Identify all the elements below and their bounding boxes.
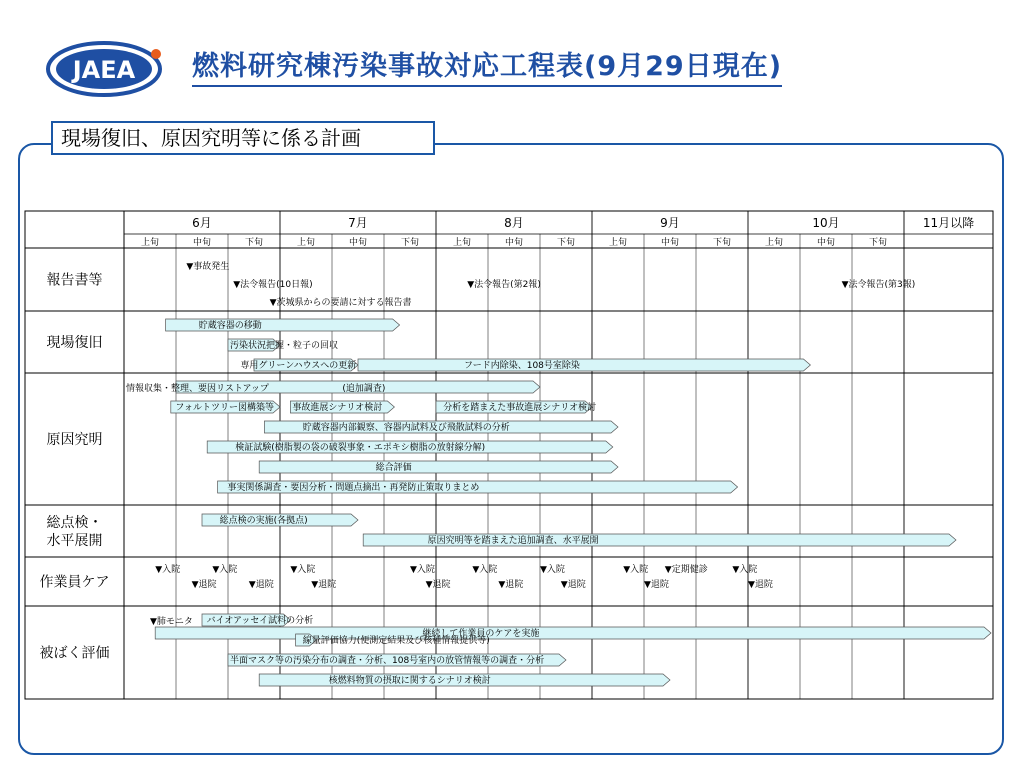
period-label: 上旬 (296, 238, 316, 248)
category-label: 水平展開 (46, 533, 103, 549)
milestone-label: ▼定期健診 (664, 565, 708, 575)
milestone-label: 情報収集・整理、要因リストアップ (126, 384, 269, 394)
milestone-label: ▼入院 (732, 565, 758, 575)
bar-label: 原因究明等を踏まえた追加調査、水平展開 (427, 536, 599, 546)
milestone-label: ▼退院 (191, 580, 217, 590)
milestone-label: ▼退院 (425, 580, 451, 590)
milestone-label: ▼入院 (212, 565, 238, 575)
month-label: 11月以降 (922, 216, 975, 230)
period-label: 下旬 (556, 238, 576, 248)
milestone-label: ▼入院 (472, 565, 498, 575)
milestone-label: ▼退院 (748, 580, 773, 590)
milestone-label: ▼法令報告(10日報) (233, 280, 313, 290)
milestone-label: ▼入院 (290, 565, 316, 575)
bar-label: 半面マスク等の汚染分布の調査・分析、108号室内の放管情報等の調査・分析 (230, 656, 545, 666)
bar-label: 事実関係調査・要因分析・問題点摘出・再発防止策取りまとめ (227, 483, 480, 493)
milestone-label: ▼入院 (410, 565, 435, 575)
bar-label: フォルトツリー図構築等 (175, 403, 274, 413)
period-label: 中旬 (348, 238, 368, 248)
bar-label: 貯蔵容器の移動 (198, 321, 262, 331)
period-label: 下旬 (868, 238, 888, 248)
bar-label: 線量評価協力(便測定結果及び核種情報提供等) (302, 636, 490, 646)
bar-label: 総合評価 (375, 463, 412, 473)
period-label: 中旬 (192, 238, 212, 248)
logo-text: JAEA (72, 56, 136, 84)
period-label: 下旬 (400, 238, 420, 248)
period-label: 中旬 (816, 238, 836, 248)
period-label: 下旬 (244, 238, 264, 248)
milestone-label: ▼退院 (311, 580, 337, 590)
category-label: 現場復旧 (46, 335, 103, 351)
category-label: 総点検・ (46, 515, 103, 531)
bar-label: 継続して作業員のケアを実施 (422, 629, 540, 639)
period-label: 上旬 (140, 238, 160, 248)
bar-label: 汚染状況把握・粒子の回収 (230, 341, 339, 351)
bar-label: 分析を踏まえた事故進展シナリオ検討 (443, 403, 597, 413)
period-label: 上旬 (608, 238, 628, 248)
milestone-label: ▼肺モニタ (150, 617, 193, 627)
logo-dot (151, 49, 161, 59)
period-label: 上旬 (764, 238, 784, 248)
jaea-logo (44, 38, 174, 100)
bar-label: バイオアッセイ試料の分析 (206, 616, 314, 626)
milestone-label: ▼入院 (623, 565, 649, 575)
milestone-label: ▼茨城県からの要請に対する報告書 (269, 298, 412, 308)
schedule-bar (358, 359, 810, 371)
bar-label: 貯蔵容器内部観察、容器内試料及び飛散試料の分析 (302, 423, 510, 433)
milestone-label: (追加調査) (342, 384, 386, 394)
bar-label: 検証試験(樹脂製の袋の破裂事象・エポキシ樹脂の放射線分解) (235, 443, 486, 453)
milestone-label: ▼入院 (155, 565, 181, 575)
page-title: 燃料研究棟汚染事故対応工程表(9月29日現在) (192, 50, 782, 87)
milestone-label: ▼事故発生 (186, 262, 230, 272)
milestone-label: ▼退院 (560, 580, 586, 590)
bar-label: 総点検の実施(各拠点) (219, 516, 308, 526)
bar-label: フード内除染、108号室除染 (464, 361, 580, 371)
category-label: 報告書等 (46, 272, 103, 289)
bar-label: 事故進展シナリオ検討 (292, 403, 383, 413)
month-label: 10月 (812, 216, 840, 230)
month-label: 7月 (348, 216, 368, 230)
bar-label: 核燃料物質の摂取に関するシナリオ検討 (328, 676, 491, 686)
category-label: 被ばく評価 (39, 645, 110, 662)
category-label: 原因究明 (46, 432, 103, 448)
period-label: 中旬 (660, 238, 680, 248)
milestone-label: ▼退院 (248, 580, 274, 590)
section-subtitle: 現場復旧、原因究明等に係る計画 (51, 121, 435, 155)
period-label: 中旬 (504, 238, 524, 248)
month-label: 9月 (660, 216, 680, 230)
month-label: 8月 (504, 216, 524, 230)
milestone-label: ▼法令報告(第2報) (467, 280, 541, 290)
month-label: 6月 (192, 216, 212, 230)
category-label: 作業員ケア (39, 574, 110, 591)
milestone-label: ▼入院 (540, 565, 565, 575)
schedule-bar (259, 461, 618, 473)
milestone-label: ▼法令報告(第3報) (841, 280, 916, 290)
schedule-bar (155, 627, 991, 639)
period-label: 上旬 (452, 238, 472, 248)
bar-label: 専用グリーンハウスへの更新 (240, 361, 357, 371)
period-label: 下旬 (712, 238, 732, 248)
milestone-label: ▼退院 (498, 580, 524, 590)
milestone-label: ▼退院 (644, 580, 669, 590)
